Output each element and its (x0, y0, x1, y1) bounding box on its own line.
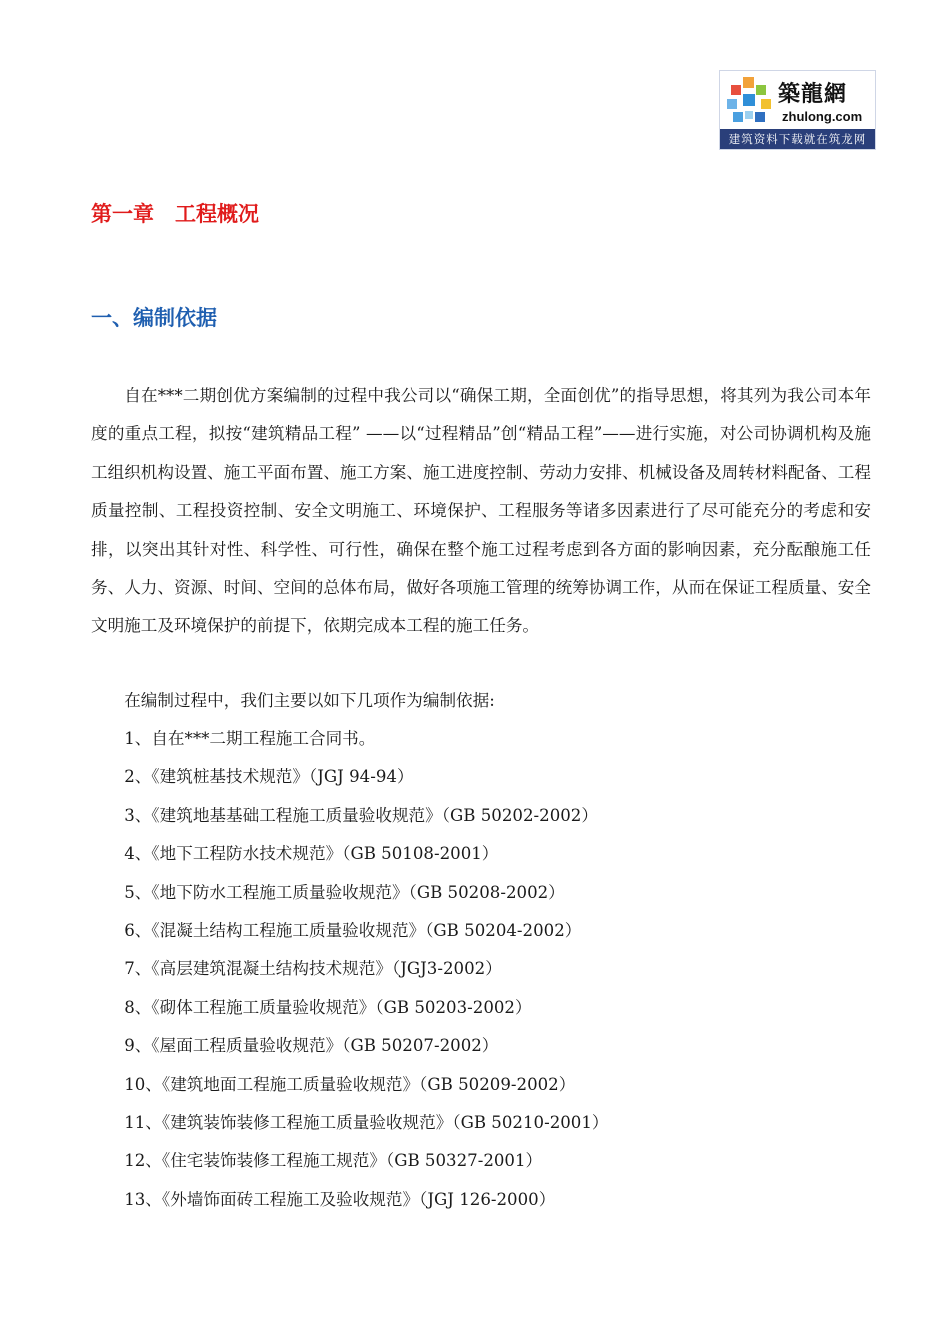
list-item: 3、《建筑地基基础工程施工质量验收规范》（GB 50202-2002） (124, 805, 598, 825)
logo-domain: zhulong.com (782, 109, 863, 124)
logo-name: 築龍網 (778, 82, 848, 107)
list-item: 7、《高层建筑混凝土结构技术规范》（JGJ3-2002） (124, 959, 502, 979)
list-item: 5、《地下防水工程施工质量验收规范》（GB 50208-2002） (124, 882, 565, 902)
list-intro-paragraph: 在编制过程中，我们主要以如下几项作为编制依据: (124, 691, 495, 710)
list-item: 6、《混凝土结构工程施工质量验收规范》（GB 50204-2002） (124, 920, 582, 940)
zhulong-cubes-icon (724, 75, 774, 125)
chapter-title: 第一章 工程概况 (91, 202, 259, 226)
zhulong-logo (719, 70, 876, 150)
list-item: 9、《屋面工程质量验收规范》（GB 50207-2002） (124, 1036, 499, 1056)
list-item: 10、《建筑地面工程施工质量验收规范》（GB 50209-2002） (124, 1074, 576, 1094)
logo-slogan: 建筑资料下载就在筑龙网 (720, 129, 875, 149)
list-item: 4、《地下工程防水技术规范》（GB 50108-2001） (124, 844, 499, 864)
list-item: 1、自在***二期工程施工合同书。 (124, 729, 376, 748)
list-item: 12、《住宅装饰装修工程施工规范》（GB 50327-2001） (124, 1151, 543, 1171)
list-item: 11、《建筑装饰装修工程施工质量验收规范》（GB 50210-2001） (124, 1112, 609, 1132)
list-item: 13、《外墙饰面砖工程施工及验收规范》（JGJ 126-2000） (124, 1189, 556, 1209)
body-paragraph: 自在***二期创优方案编制的过程中我公司以“确保工期，全面创优”的指导思想，将其列为我公司本年度的重点工程，拟按“建筑精品工程” ——以“过程精品”创“精品工程”——进行实施，对公司协调机构及施工组织机构设置、施工平面布置、施工方案、施工进度控制、劳动力安排、机械设备及周转材料配备、工程质量控制、工程投资控制、安全文明施工、环境保护、工程服务等诸多因素进行了尽可能充分的考虑和安排，以突出其针对性、科学性、可行性，确保在整个施工过程考虑到各方面的影响因素，充分酝酿施工任务、人力、资源、时间、空间的总体布局，做好各项施工管理的统筹协调工作，从而在保证工程质量、安全文明施工及环境保护的前提下，依期完成本工程的施工任务。 (91, 386, 871, 636)
list-item: 8、《砌体工程施工质量验收规范》（GB 50203-2002） (124, 997, 532, 1017)
section-title: 一、编制依据 (91, 306, 217, 330)
list-item: 2、《建筑桩基技术规范》（JGJ 94-94） (124, 767, 414, 787)
basis-list (91, 720, 871, 1219)
